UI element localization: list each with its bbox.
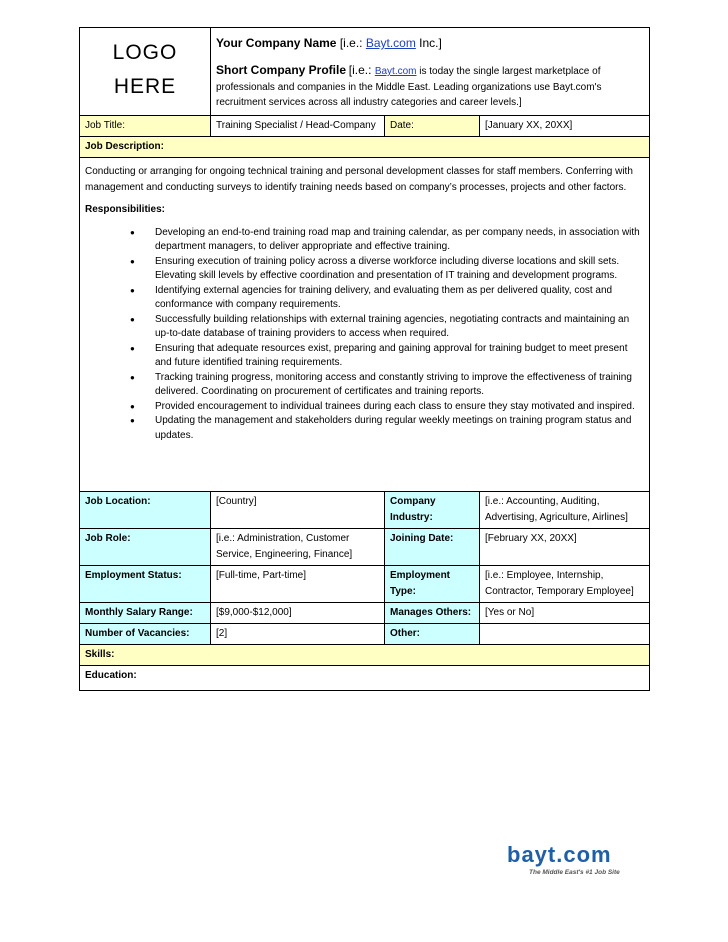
company-info: [211, 28, 650, 116]
header-row: [80, 28, 650, 116]
detail-value: [i.e.: Accounting, Auditing, Advertising, Agriculture, Airlines]: [480, 492, 650, 529]
detail-label: Manages Others:: [385, 603, 480, 624]
bayt-logo-icon: [507, 843, 641, 877]
company-profile-link[interactable]: Bayt.com: [374, 66, 417, 77]
job-description-label: Job Description:: [80, 136, 650, 157]
responsibility-item: ● Developing an end-to-end training road map and training calendar, as per company needs, in association with department managers, to deliver appropriate and effective training.: [155, 226, 644, 255]
detail-label: Number of Vacancies:: [80, 624, 211, 645]
responsibility-item: ● Provided encouragement to individual trainees during each class to ensure they stay motivated and inspired.: [155, 400, 644, 415]
responsibilities-list: [85, 226, 644, 444]
company-name-label: Your Company Name: [216, 36, 337, 50]
responsibility-item: ● Successfully building relationships with external training agencies, negotiating contracts and maintaining an up-to-date database of training providers to access when required.: [155, 313, 644, 342]
responsibility-item: ● Tracking training progress, monitoring access and constantly striving to improve the effectiveness of training delivered. Coordinating on procurement of certificates and training reports.: [155, 371, 644, 400]
company-name-link[interactable]: Bayt.com: [365, 36, 416, 50]
education-row: [80, 666, 650, 691]
company-name: [216, 34, 644, 52]
company-name-prefix: [i.e.:: [339, 36, 366, 50]
detail-value: [February XX, 20XX]: [480, 529, 650, 566]
job-description-table: [79, 27, 650, 691]
company-profile-prefix: [i.e.:: [348, 63, 375, 77]
job-description-body: [80, 157, 650, 492]
detail-label: Employment Type:: [385, 566, 480, 603]
detail-label: Joining Date:: [385, 529, 480, 566]
detail-row: [80, 492, 650, 529]
detail-label: Monthly Salary Range:: [80, 603, 211, 624]
date-label: Date:: [385, 115, 480, 136]
responsibilities-label: Responsibilities:: [85, 203, 166, 215]
responsibility-item: ● Ensuring execution of training policy across a diverse workforce including diverse locations and skill sets. Elevating skill levels by effective coordination and presentation of IT training and development programs.: [155, 255, 644, 284]
detail-label: Job Role:: [80, 529, 211, 566]
responsibility-item: ● Identifying external agencies for training delivery, and evaluating them as per delivered quality, cost and conformance with company requirements.: [155, 284, 644, 313]
education-label: Education:: [80, 666, 650, 691]
detail-value: [i.e.: Administration, Customer Service, Engineering, Finance]: [211, 529, 385, 566]
company-profile-text: is today the single largest marketplace of professionals and companies in the Middle East. Leading organizations use Bayt.com's recruitment services across all industry categories and career levels.]: [216, 66, 602, 108]
job-description-body-row: [80, 157, 650, 492]
logo-line-2: HERE: [113, 75, 177, 98]
responsibility-item: ● Ensuring that adequate resources exist, preparing and gaining approval for training budget to meet present and future identified training requirements.: [155, 342, 644, 371]
date-value: [January XX, 20XX]: [480, 115, 650, 136]
detail-row: [80, 603, 650, 624]
detail-value: [i.e.: Employee, Internship, Contractor, Temporary Employee]: [480, 566, 650, 603]
company-name-suffix: Inc.]: [415, 36, 442, 50]
logo-line-1: LOGO: [112, 41, 178, 64]
detail-value: [Country]: [211, 492, 385, 529]
job-title-label: Job Title:: [80, 115, 211, 136]
job-description-header-row: [80, 136, 650, 157]
detail-value: [Yes or No]: [480, 603, 650, 624]
company-profile-label: Short Company Profile: [216, 63, 347, 77]
detail-label: Job Location:: [80, 492, 211, 529]
job-description-text: Conducting or arranging for ongoing technical training and personal development classes for staff members. Conferring with management and conducting surveys to identify training needs based on company’s processes, projects and other factors.: [85, 165, 633, 193]
detail-value: [480, 624, 650, 645]
detail-value: [2]: [211, 624, 385, 645]
detail-value: [Full-time, Part-time]: [211, 566, 385, 603]
job-title-value: Training Specialist / Head-Company: [211, 115, 385, 136]
detail-value: [$9,000-$12,000]: [211, 603, 385, 624]
job-title-row: [80, 115, 650, 136]
skills-label: Skills:: [80, 645, 650, 666]
detail-label: Employment Status:: [80, 566, 211, 603]
skills-row: [80, 645, 650, 666]
detail-row: [80, 624, 650, 645]
bayt-logo-tagline: The Middle East's #1 Job Site: [529, 869, 620, 876]
bayt-logo-wordmark: bayt.com: [507, 843, 612, 867]
logo-placeholder: [80, 28, 211, 116]
detail-label: Other:: [385, 624, 480, 645]
detail-row: [80, 529, 650, 566]
detail-label: Company Industry:: [385, 492, 480, 529]
job-description-document: [79, 27, 649, 691]
responsibility-item: ● Updating the management and stakeholders during regular weekly meetings on training program status and updates.: [155, 414, 644, 443]
bayt-logo: [507, 843, 641, 877]
company-profile: [216, 63, 644, 111]
description-spacer: [85, 451, 644, 489]
detail-row: [80, 566, 650, 603]
